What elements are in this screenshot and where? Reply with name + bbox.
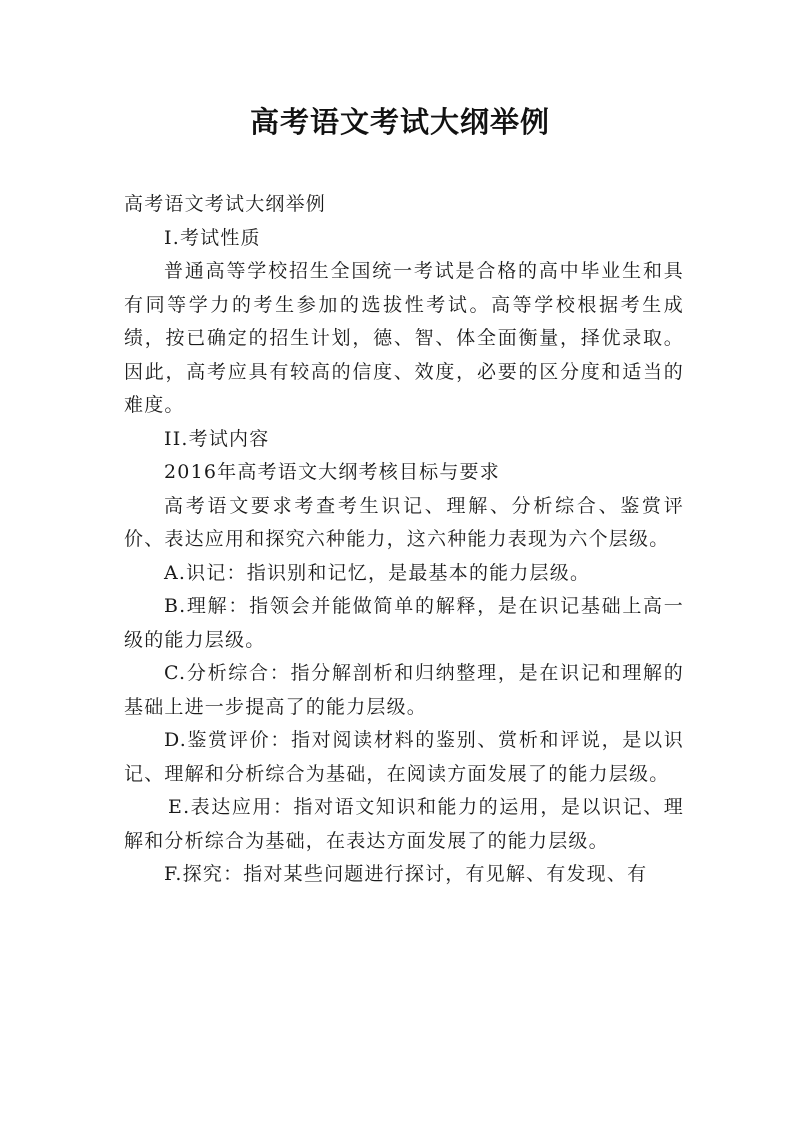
list-item-c: C.分析综合：指分解剖析和归纳整理，是在识记和理解的基础上进一步提高了的能力层级。 — [124, 662, 684, 718]
paragraph-heading: 高考语文考试大纲举例 — [124, 193, 327, 215]
document-body — [124, 188, 684, 892]
section-heading-content: II.考试内容 — [164, 427, 270, 450]
list-item-a: A.识记：指识别和记忆，是最基本的能力层级。 — [164, 561, 591, 584]
list-item-b: B.理解：指领会并能做简单的解释，是在识记基础上高一级的能力层级。 — [124, 595, 684, 651]
paragraph-abilities: 高考语文要求考查考生识记、理解、分析综合、鉴赏评价、表达应用和探究六种能力，这六种能力表现为六个层级。 — [124, 494, 684, 550]
section-heading-nature: I.考试性质 — [164, 226, 261, 249]
paragraph-nature: 普通高等学校招生全国统一考试是合格的高中毕业生和具有同等学力的考生参加的选拔性考试。高等学校根据考生成绩，按已确定的招生计划，德、智、体全面衡量，择优录取。因此，高考应具有较高的信度、效度，必要的区分度和适当的难度。 — [124, 260, 684, 416]
list-item-f: F.探究：指对某些问题进行探讨，有见解、有发现、有 — [164, 863, 648, 885]
list-item-e: E.表达应用：指对语文知识和能力的运用，是以识记、理解和分析综合为基础，在表达方面发展了的能力层级。 — [124, 796, 684, 852]
list-item-d: D.鉴赏评价：指对阅读材料的鉴别、赏析和评说，是以识记、理解和分析综合为基础，在阅读方面发展了的能力层级。 — [124, 729, 684, 785]
subheading-objectives: 2016年高考语文大纲考核目标与要求 — [164, 461, 500, 483]
document-title: 高考语文考试大纲举例 — [249, 105, 550, 139]
